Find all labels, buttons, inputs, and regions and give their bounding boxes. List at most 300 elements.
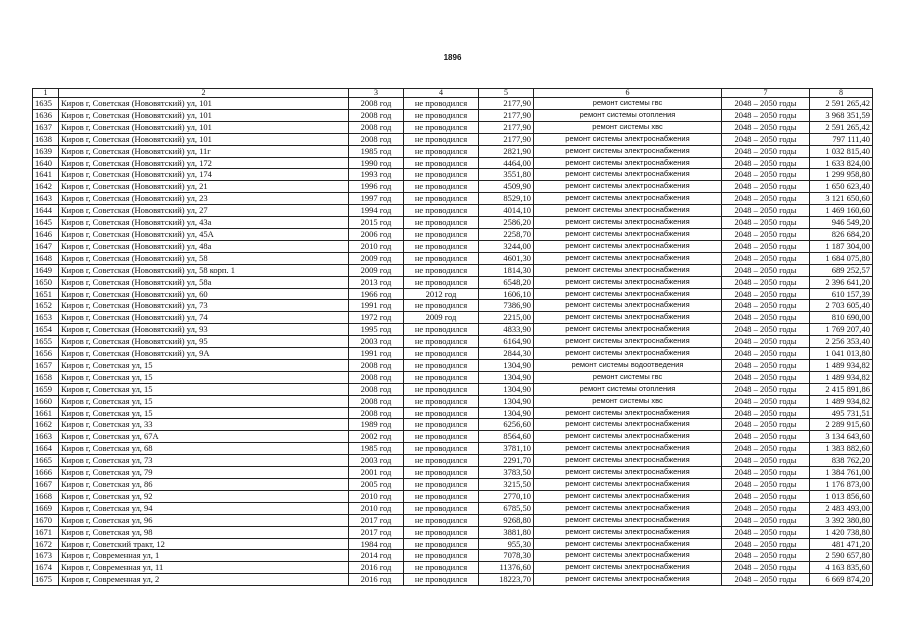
column-header-total-area: 5 [479,89,534,98]
table-row [33,443,873,455]
table-row [33,157,873,169]
work-type-cell: ремонт системы электроснабжения [534,181,722,193]
column-header-build-year: 3 [349,89,404,98]
cost-cell: 2 590 657,80 [810,550,873,562]
work-type-cell: ремонт системы электроснабжения [534,276,722,288]
total-area-cell: 8564,60 [479,431,534,443]
build-year-cell: 1990 год [349,157,404,169]
build-year-cell: 1985 год [349,443,404,455]
build-year-cell: 2013 год [349,276,404,288]
build-year-cell: 2006 год [349,228,404,240]
planned-period-cell: 2048 – 2050 годы [722,181,810,193]
planned-period-cell: 2048 – 2050 годы [722,252,810,264]
cost-cell: 3 134 643,60 [810,431,873,443]
planned-period-cell: 2048 – 2050 годы [722,348,810,360]
page-number: 1896 [443,53,462,62]
build-year-cell: 1984 год [349,538,404,550]
build-year-cell: 2008 год [349,395,404,407]
last-repair-year-cell: не проводился [404,169,479,181]
row-number-cell: 1673 [33,550,59,562]
build-year-cell: 2008 год [349,98,404,110]
build-year-cell: 2008 год [349,359,404,371]
planned-period-cell: 2048 – 2050 годы [722,300,810,312]
build-year-cell: 2008 год [349,121,404,133]
row-number-cell: 1640 [33,157,59,169]
total-area-cell: 11376,60 [479,562,534,574]
table-row [33,205,873,217]
row-number-cell: 1663 [33,431,59,443]
build-year-cell: 2009 год [349,264,404,276]
address-cell: Киров г, Советская ул, 94 [59,502,349,514]
total-area-cell: 3881,80 [479,526,534,538]
table-row [33,514,873,526]
address-cell: Киров г, Советская ул, 79 [59,467,349,479]
row-number-cell: 1650 [33,276,59,288]
address-cell: Киров г, Советская (Нововятский) ул, 101 [59,133,349,145]
build-year-cell: 1997 год [349,193,404,205]
work-type-cell: ремонт системы электроснабжения [534,467,722,479]
total-area-cell: 18223,70 [479,574,534,586]
last-repair-year-cell: не проводился [404,336,479,348]
build-year-cell: 1995 год [349,324,404,336]
work-type-cell: ремонт системы электроснабжения [534,169,722,181]
total-area-cell: 1304,90 [479,395,534,407]
table-row [33,121,873,133]
total-area-cell: 2821,90 [479,145,534,157]
last-repair-year-cell: не проводился [404,538,479,550]
total-area-cell: 4014,10 [479,205,534,217]
address-cell: Киров г, Советская ул, 86 [59,479,349,491]
planned-period-cell: 2048 – 2050 годы [722,98,810,110]
table-row [33,169,873,181]
build-year-cell: 2015 год [349,217,404,229]
work-type-cell: ремонт системы электроснабжения [534,157,722,169]
last-repair-year-cell: не проводился [404,98,479,110]
last-repair-year-cell: не проводился [404,395,479,407]
table-row [33,217,873,229]
work-type-cell: ремонт системы электроснабжения [534,514,722,526]
table-row [33,98,873,110]
table-row [33,240,873,252]
cost-cell: 2 703 605,40 [810,300,873,312]
last-repair-year-cell: не проводился [404,371,479,383]
row-number-cell: 1662 [33,419,59,431]
planned-period-cell: 2048 – 2050 годы [722,538,810,550]
address-cell: Киров г, Советская ул, 67А [59,431,349,443]
table-row [33,562,873,574]
cost-cell: 2 591 265,42 [810,98,873,110]
planned-period-cell: 2048 – 2050 годы [722,431,810,443]
table-body [33,98,873,586]
cost-cell: 1 489 934,82 [810,359,873,371]
row-number-cell: 1658 [33,371,59,383]
address-cell: Киров г, Современная ул, 1 [59,550,349,562]
address-cell: Киров г, Советская (Нововятский) ул, 23 [59,193,349,205]
table-row [33,312,873,324]
planned-period-cell: 2048 – 2050 годы [722,419,810,431]
planned-period-cell: 2048 – 2050 годы [722,490,810,502]
row-number-cell: 1653 [33,312,59,324]
address-cell: Киров г, Современная ул, 11 [59,562,349,574]
total-area-cell: 2177,90 [479,121,534,133]
table-row [33,288,873,300]
cost-cell: 1 650 623,40 [810,181,873,193]
table-row [33,348,873,360]
cost-cell: 810 690,00 [810,312,873,324]
row-number-cell: 1670 [33,514,59,526]
row-number-cell: 1638 [33,133,59,145]
total-area-cell: 7078,30 [479,550,534,562]
total-area-cell: 2258,70 [479,228,534,240]
cost-cell: 3 121 650,60 [810,193,873,205]
column-header-row-number: 1 [33,89,59,98]
table-row [33,133,873,145]
cost-cell: 2 289 915,60 [810,419,873,431]
planned-period-cell: 2048 – 2050 годы [722,324,810,336]
address-cell: Киров г, Современная ул, 2 [59,574,349,586]
planned-period-cell: 2048 – 2050 годы [722,288,810,300]
last-repair-year-cell: не проводился [404,467,479,479]
cost-cell: 481 471,20 [810,538,873,550]
cost-cell: 1 032 815,40 [810,145,873,157]
row-number-cell: 1654 [33,324,59,336]
column-header-work-type: 6 [534,89,722,98]
address-cell: Киров г, Советская ул, 15 [59,395,349,407]
planned-period-cell: 2048 – 2050 годы [722,395,810,407]
row-number-cell: 1644 [33,205,59,217]
build-year-cell: 2010 год [349,490,404,502]
total-area-cell: 2215,00 [479,312,534,324]
table-row [33,252,873,264]
address-cell: Киров г, Советская (Нововятский) ул, 95 [59,336,349,348]
address-cell: Киров г, Советская (Нововятский) ул, 43а [59,217,349,229]
row-number-cell: 1672 [33,538,59,550]
row-number-cell: 1647 [33,240,59,252]
build-year-cell: 2001 год [349,467,404,479]
row-number-cell: 1668 [33,490,59,502]
total-area-cell: 1304,90 [479,407,534,419]
table-row [33,193,873,205]
last-repair-year-cell: 2012 год [404,288,479,300]
planned-period-cell: 2048 – 2050 годы [722,157,810,169]
work-type-cell: ремонт системы электроснабжения [534,502,722,514]
cost-cell: 610 157,39 [810,288,873,300]
address-cell: Киров г, Советская (Нововятский) ул, 58а [59,276,349,288]
total-area-cell: 4509,90 [479,181,534,193]
build-year-cell: 1994 год [349,205,404,217]
total-area-cell: 3783,50 [479,467,534,479]
total-area-cell: 2177,90 [479,109,534,121]
row-number-cell: 1646 [33,228,59,240]
last-repair-year-cell: 2009 год [404,312,479,324]
table-row [33,502,873,514]
work-type-cell: ремонт системы электроснабжения [534,526,722,538]
planned-period-cell: 2048 – 2050 годы [722,359,810,371]
cost-cell: 2 256 353,40 [810,336,873,348]
build-year-cell: 2008 год [349,407,404,419]
address-cell: Киров г, Советская (Нововятский) ул, 9А [59,348,349,360]
total-area-cell: 9268,80 [479,514,534,526]
work-type-cell: ремонт системы электроснабжения [534,288,722,300]
address-cell: Киров г, Советская (Нововятский) ул, 172 [59,157,349,169]
cost-cell: 946 549,20 [810,217,873,229]
last-repair-year-cell: не проводился [404,526,479,538]
build-year-cell: 2010 год [349,240,404,252]
build-year-cell: 1996 год [349,181,404,193]
cost-cell: 838 762,20 [810,455,873,467]
build-year-cell: 1989 год [349,419,404,431]
last-repair-year-cell: не проводился [404,562,479,574]
cost-cell: 3 968 351,59 [810,109,873,121]
planned-period-cell: 2048 – 2050 годы [722,240,810,252]
planned-period-cell: 2048 – 2050 годы [722,336,810,348]
work-type-cell: ремонт системы электроснабжения [534,205,722,217]
planned-period-cell: 2048 – 2050 годы [722,371,810,383]
last-repair-year-cell: не проводился [404,324,479,336]
planned-period-cell: 2048 – 2050 годы [722,514,810,526]
total-area-cell: 3215,50 [479,479,534,491]
build-year-cell: 1991 год [349,300,404,312]
build-year-cell: 2010 год [349,502,404,514]
table-row [33,359,873,371]
row-number-cell: 1648 [33,252,59,264]
cost-cell: 689 252,57 [810,264,873,276]
planned-period-cell: 2048 – 2050 годы [722,383,810,395]
work-type-cell: ремонт системы электроснабжения [534,300,722,312]
total-area-cell: 955,30 [479,538,534,550]
build-year-cell: 2008 год [349,109,404,121]
build-year-cell: 2008 год [349,371,404,383]
total-area-cell: 2844,30 [479,348,534,360]
work-type-cell: ремонт системы электроснабжения [534,479,722,491]
table-row [33,324,873,336]
cost-cell: 4 163 835,60 [810,562,873,574]
total-area-cell: 4464,00 [479,157,534,169]
table-row [33,431,873,443]
row-number-cell: 1636 [33,109,59,121]
last-repair-year-cell: не проводился [404,383,479,395]
table-row [33,526,873,538]
last-repair-year-cell: не проводился [404,109,479,121]
table-row [33,371,873,383]
address-cell: Киров г, Советская (Нововятский) ул, 27 [59,205,349,217]
header-row [33,89,873,98]
total-area-cell: 6164,90 [479,336,534,348]
last-repair-year-cell: не проводился [404,502,479,514]
address-cell: Киров г, Советская (Нововятский) ул, 11г [59,145,349,157]
last-repair-year-cell: не проводился [404,455,479,467]
row-number-cell: 1641 [33,169,59,181]
last-repair-year-cell: не проводился [404,550,479,562]
work-type-cell: ремонт системы отопления [534,383,722,395]
address-cell: Киров г, Советский тракт, 12 [59,538,349,550]
table-row [33,300,873,312]
last-repair-year-cell: не проводился [404,228,479,240]
cost-cell: 1 469 160,60 [810,205,873,217]
row-number-cell: 1643 [33,193,59,205]
table-row [33,228,873,240]
build-year-cell: 1972 год [349,312,404,324]
planned-period-cell: 2048 – 2050 годы [722,574,810,586]
last-repair-year-cell: не проводился [404,252,479,264]
address-cell: Киров г, Советская (Нововятский) ул, 21 [59,181,349,193]
cost-cell: 1 013 856,60 [810,490,873,502]
planned-period-cell: 2048 – 2050 годы [722,228,810,240]
build-year-cell: 2005 год [349,479,404,491]
planned-period-cell: 2048 – 2050 годы [722,169,810,181]
table-row [33,407,873,419]
planned-period-cell: 2048 – 2050 годы [722,550,810,562]
planned-period-cell: 2048 – 2050 годы [722,443,810,455]
address-cell: Киров г, Советская ул, 73 [59,455,349,467]
table-row [33,145,873,157]
row-number-cell: 1637 [33,121,59,133]
address-cell: Киров г, Советская (Нововятский) ул, 101 [59,98,349,110]
work-type-cell: ремонт системы электроснабжения [534,264,722,276]
build-year-cell: 2008 год [349,383,404,395]
address-cell: Киров г, Советская ул, 15 [59,359,349,371]
last-repair-year-cell: не проводился [404,157,479,169]
total-area-cell: 2586,20 [479,217,534,229]
last-repair-year-cell: не проводился [404,133,479,145]
row-number-cell: 1651 [33,288,59,300]
cost-cell: 6 669 874,20 [810,574,873,586]
planned-period-cell: 2048 – 2050 годы [722,312,810,324]
build-year-cell: 2016 год [349,574,404,586]
row-number-cell: 1669 [33,502,59,514]
address-cell: Киров г, Советская (Нововятский) ул, 74 [59,312,349,324]
work-type-cell: ремонт системы электроснабжения [534,431,722,443]
build-year-cell: 2002 год [349,431,404,443]
work-type-cell: ремонт системы электроснабжения [534,217,722,229]
work-type-cell: ремонт системы электроснабжения [534,407,722,419]
total-area-cell: 4833,90 [479,324,534,336]
work-type-cell: ремонт системы электроснабжения [534,562,722,574]
cost-cell: 826 684,20 [810,228,873,240]
table-row [33,538,873,550]
last-repair-year-cell: не проводился [404,264,479,276]
table-row [33,109,873,121]
last-repair-year-cell: не проводился [404,145,479,157]
total-area-cell: 1814,30 [479,264,534,276]
build-year-cell: 2016 год [349,562,404,574]
table-row [33,419,873,431]
work-type-cell: ремонт системы отопления [534,109,722,121]
column-header-planned-period: 7 [722,89,810,98]
address-cell: Киров г, Советская (Нововятский) ул, 45А [59,228,349,240]
address-cell: Киров г, Советская ул, 15 [59,407,349,419]
cost-cell: 1 384 761,00 [810,467,873,479]
address-cell: Киров г, Советская ул, 92 [59,490,349,502]
table-row [33,264,873,276]
work-type-cell: ремонт системы электроснабжения [534,490,722,502]
cost-cell: 797 111,40 [810,133,873,145]
last-repair-year-cell: не проводился [404,443,479,455]
row-number-cell: 1639 [33,145,59,157]
work-type-cell: ремонт системы электроснабжения [534,228,722,240]
row-number-cell: 1645 [33,217,59,229]
planned-period-cell: 2048 – 2050 годы [722,264,810,276]
address-cell: Киров г, Советская (Нововятский) ул, 73 [59,300,349,312]
address-cell: Киров г, Советская (Нововятский) ул, 60 [59,288,349,300]
row-number-cell: 1666 [33,467,59,479]
last-repair-year-cell: не проводился [404,419,479,431]
total-area-cell: 8529,10 [479,193,534,205]
total-area-cell: 6256,60 [479,419,534,431]
build-year-cell: 1991 год [349,348,404,360]
address-cell: Киров г, Советская ул, 68 [59,443,349,455]
address-cell: Киров г, Советская ул, 33 [59,419,349,431]
total-area-cell: 4601,30 [479,252,534,264]
table-row [33,181,873,193]
build-year-cell: 1966 год [349,288,404,300]
last-repair-year-cell: не проводился [404,181,479,193]
total-area-cell: 2177,90 [479,98,534,110]
build-year-cell: 2014 год [349,550,404,562]
row-number-cell: 1635 [33,98,59,110]
table-row [33,455,873,467]
last-repair-year-cell: не проводился [404,121,479,133]
last-repair-year-cell: не проводился [404,217,479,229]
last-repair-year-cell: не проводился [404,348,479,360]
total-area-cell: 2770,10 [479,490,534,502]
planned-period-cell: 2048 – 2050 годы [722,217,810,229]
cost-cell: 2 415 891,86 [810,383,873,395]
row-number-cell: 1642 [33,181,59,193]
work-type-cell: ремонт системы электроснабжения [534,574,722,586]
planned-period-cell: 2048 – 2050 годы [722,193,810,205]
total-area-cell: 2291,70 [479,455,534,467]
row-number-cell: 1657 [33,359,59,371]
cost-cell: 1 383 882,60 [810,443,873,455]
total-area-cell: 1304,90 [479,359,534,371]
row-number-cell: 1660 [33,395,59,407]
work-type-cell: ремонт системы электроснабжения [534,550,722,562]
work-type-cell: ремонт системы электроснабжения [534,419,722,431]
address-cell: Киров г, Советская (Нововятский) ул, 101 [59,121,349,133]
row-number-cell: 1649 [33,264,59,276]
planned-period-cell: 2048 – 2050 годы [722,133,810,145]
work-type-cell: ремонт системы электроснабжения [534,312,722,324]
build-year-cell: 1993 год [349,169,404,181]
planned-period-cell: 2048 – 2050 годы [722,109,810,121]
planned-period-cell: 2048 – 2050 годы [722,479,810,491]
build-year-cell: 2003 год [349,336,404,348]
planned-period-cell: 2048 – 2050 годы [722,467,810,479]
cost-cell: 1 176 873,00 [810,479,873,491]
row-number-cell: 1667 [33,479,59,491]
last-repair-year-cell: не проводился [404,479,479,491]
address-cell: Киров г, Советская (Нововятский) ул, 174 [59,169,349,181]
table-row [33,276,873,288]
row-number-cell: 1675 [33,574,59,586]
cost-cell: 1 187 304,00 [810,240,873,252]
row-number-cell: 1674 [33,562,59,574]
work-type-cell: ремонт системы электроснабжения [534,193,722,205]
row-number-cell: 1661 [33,407,59,419]
build-year-cell: 2008 год [349,133,404,145]
address-cell: Киров г, Советская (Нововятский) ул, 101 [59,109,349,121]
work-type-cell: ремонт системы хвс [534,395,722,407]
planned-period-cell: 2048 – 2050 годы [722,502,810,514]
table-row [33,479,873,491]
cost-cell: 3 392 380,80 [810,514,873,526]
build-year-cell: 2017 год [349,526,404,538]
cost-cell: 2 591 265,42 [810,121,873,133]
total-area-cell: 6548,20 [479,276,534,288]
last-repair-year-cell: не проводился [404,407,479,419]
column-header-last-repair-year: 4 [404,89,479,98]
